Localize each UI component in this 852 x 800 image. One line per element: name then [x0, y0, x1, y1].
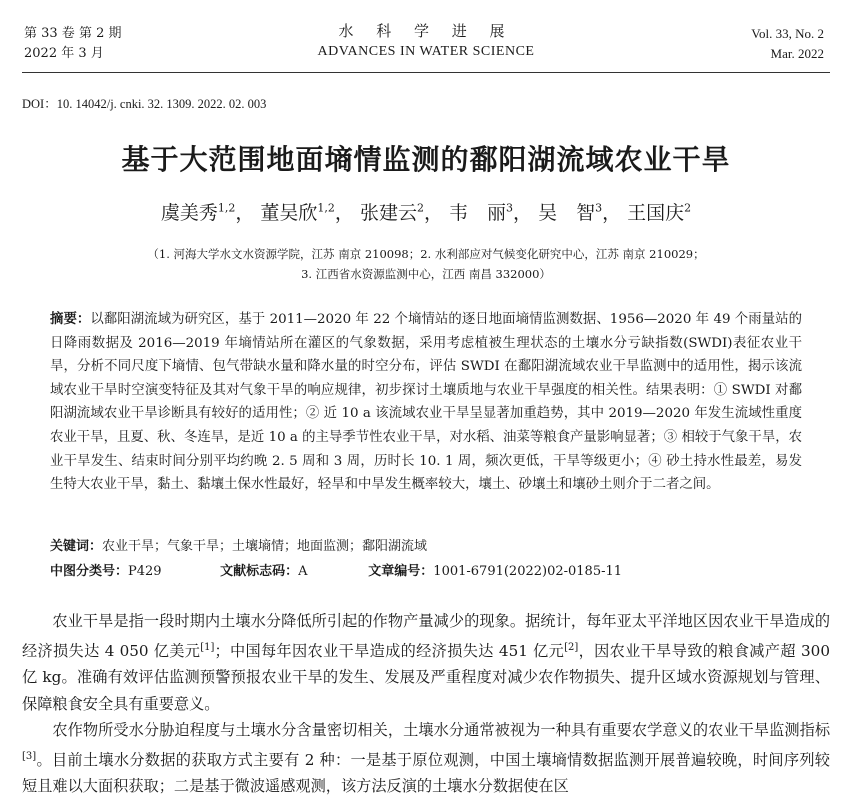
body-text	[22, 608, 830, 800]
clc-number	[50, 562, 216, 582]
art-label: 文章编号：	[368, 564, 434, 579]
doc-value: A	[298, 564, 308, 579]
doi: DOI：10. 14042/j. cnki. 32. 1309. 2022. 02. 003	[22, 97, 267, 111]
header-divider	[22, 72, 830, 73]
paragraph-text: ；中国每年因农业干旱造成的经济损失达 451 亿元	[214, 641, 565, 660]
date-en: Mar. 2022	[770, 46, 824, 61]
author: 王国庆	[627, 202, 685, 224]
author-affil-sup: 3	[506, 201, 514, 215]
citation: [2]	[564, 641, 579, 653]
affiliation-line: （1. 河海大学水文水资源学院，江苏 南京 210098；2. 水利部应对气候变化研究中心，江苏 南京 210029；	[147, 247, 705, 261]
journal-name-en: ADVANCES IN WATER SCIENCE	[317, 44, 535, 59]
clc-value: P429	[128, 564, 162, 579]
keywords-label: 关键词：	[50, 539, 103, 554]
author-affil-sup: 3	[595, 201, 603, 215]
journal-issue-en	[751, 24, 824, 64]
volume-cn: 第 33 卷 第 2 期	[24, 26, 122, 41]
author: 韦 丽	[449, 202, 507, 224]
affiliations	[0, 244, 852, 284]
journal-name	[0, 20, 852, 62]
author-list: 虞美秀$^{1,2}$， 董吴欣$^{1,2}$， 张建云$^2$， 韦 丽$^3$， 吴 智$^3$， 王国庆$^2$	[160, 201, 692, 224]
classification-info	[50, 562, 810, 582]
paragraph-text: 农作物所受水分胁迫程度与土壤水分含量密切相关，土壤水分通常被视为一种具有重要农学意义的农业干旱监测指标	[52, 721, 830, 740]
citation: [3]	[22, 750, 37, 762]
paragraph-text: ，因农业干旱导致的粮食减产超 300 亿 kg。准确有效评估监测预警预报农业干旱的发生、发展及严重程度对减少农作物损失、提升区域水资源规划与管理、保障粮食安全具有重要意义。	[22, 641, 830, 713]
article-number	[368, 562, 622, 582]
author: 虞美秀	[160, 202, 218, 224]
author: 董吴欣	[260, 202, 318, 224]
author-affil-sup: 1,2	[217, 201, 236, 215]
abstract-label: 摘要：	[50, 312, 91, 327]
keywords-text: 农业干旱；气象干旱；土壤墒情；地面监测；鄱阳湖流域	[102, 539, 428, 554]
body-paragraph	[22, 608, 830, 717]
author: 张建云	[359, 202, 417, 224]
clc-label: 中图分类号：	[50, 564, 129, 579]
abstract-text: 以鄱阳湖流域为研究区，基于 2011—2020 年 22 个墒情站的逐日地面墒情监测数据、1956—2020 年 49 个雨量站的日降雨数据及 2016—2019 年墒情站所在灌区的气象数据，采用考虑植被生理状态的土壤水分亏缺指数(SWDI)表征农业干旱，分析不同尺度下墒情、包气带缺水量和降水量的时空分布，评估 SWDI 在鄱阳湖流域农业干旱监测中的适用性，揭示该流域农业干旱时空演变特征及其对气象干旱的响应规律，初步探讨土壤质地与农业干旱强度的相关性。结果表明：① SWDI 对鄱阳湖流域农业干旱诊断具有较好的适用性；② 近 10 a 该流域农业干旱呈显著加重趋势，其中 2019—2020 年发生流域性重度农业干旱，且夏、秋、冬连旱，是近 10 a 的主导季节性农业干旱，对水稻、油菜等粮食产量影响显著；③ 相较于气象干旱，农业干旱发生、结束时间分别平均约晚 2. 5 周和 3 周，历时长 10. 1 周，频次更低，干旱等级更小；④ 砂土持水性最差，易发生特大农业干旱，黏土、黏壤土保水性最好，轻旱和中旱发生概率较大，壤土、砂壤土和壤砂土则介于二者之间。	[50, 312, 802, 493]
paper-title: 基于大范围地面墒情监测的鄱阳湖流域农业干旱	[121, 143, 731, 176]
paragraph-text: 。目前土壤水分数据的获取方式主要有 2 种：一是基于原位观测，中国土壤墒情数据监测开展普遍较晚，时间序列较短且难以大面积获取；二是基于微波遥感观测，该方法反演的土壤水分数据使在区	[22, 750, 830, 796]
document-code	[220, 562, 364, 582]
body-paragraph	[22, 717, 830, 800]
author-affil-sup: 2	[684, 201, 692, 215]
art-value: 1001-6791(2022)02-0185-11	[433, 564, 623, 579]
volume-en: Vol. 33, No. 2	[751, 26, 824, 41]
keywords	[50, 537, 810, 557]
journal-name-cn: 水 科 学 进 展	[338, 22, 514, 40]
author-affil-sup: 1,2	[317, 201, 335, 215]
abstract	[50, 308, 802, 497]
affiliation-line: 3. 江西省水资源监测中心，江西 南昌 332000）	[301, 267, 551, 281]
date-cn: 2022 年 3 月	[24, 46, 104, 61]
citation: [1]	[200, 641, 215, 653]
paragraph-text: 农业干旱是指一段时期内土壤水分降低所引起的作物产量减少的现象。据统计，每年亚太平洋地区因农业干旱造成的经济损失达 4 050 亿美元	[22, 612, 830, 660]
author-affil-sup: 2	[416, 201, 424, 215]
doc-label: 文献标志码：	[220, 564, 299, 579]
author: 吴 智	[538, 202, 596, 224]
